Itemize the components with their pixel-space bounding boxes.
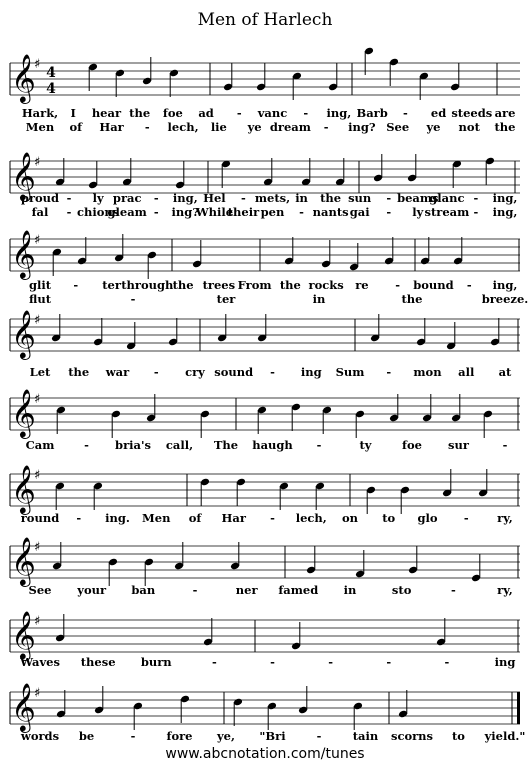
- lyric-syllable: -: [130, 729, 136, 743]
- lyric-syllable: scorns: [390, 729, 434, 743]
- lyric-syllable: -: [386, 655, 392, 669]
- lyric-syllable: Barb: [356, 106, 388, 120]
- lyric-syllable: to: [452, 729, 465, 743]
- lyric-syllable: ye: [247, 120, 262, 134]
- lyric-syllable: -: [66, 205, 72, 219]
- lyric-syllable: the: [401, 292, 423, 306]
- treble-clef-icon: 𝄞: [11, 229, 36, 278]
- sharp-icon: ♯: [34, 468, 41, 483]
- lyric-syllable: ing: [494, 655, 516, 669]
- lyric-syllable: steeds: [451, 106, 493, 120]
- lyric-syllable: in: [295, 191, 308, 205]
- lyric-syllable: glit: [28, 278, 52, 292]
- sharp-icon: ♯: [34, 686, 41, 701]
- lyric-syllable: Har: [99, 120, 124, 134]
- lyric-syllable: Hel: [203, 191, 226, 205]
- time-signature-denominator: 4: [46, 81, 56, 97]
- sharp-icon: ♯: [34, 313, 41, 328]
- lyric-syllable: ye,: [216, 729, 236, 743]
- lyric-syllable: pen: [260, 205, 285, 219]
- lyric-syllable: -: [316, 438, 322, 452]
- lyric-syllable: -: [466, 278, 472, 292]
- lyric-syllable: chions: [77, 205, 120, 219]
- lyric-syllable: I: [70, 106, 76, 120]
- lyric-syllable: ad: [198, 106, 214, 120]
- lyric-syllable: ing: [300, 365, 322, 379]
- treble-clef-icon: 𝄞: [11, 53, 36, 102]
- page-title: Men of Harlech: [197, 10, 333, 30]
- lyric-syllable: ing?: [171, 205, 200, 219]
- treble-clef-icon: 𝄞: [11, 464, 36, 513]
- lyric-syllable: nants: [312, 205, 349, 219]
- lyric-syllable: -: [328, 655, 334, 669]
- lyric-syllable: See: [386, 120, 410, 134]
- sharp-icon: ♯: [34, 540, 41, 555]
- lyric-syllable: bria's: [115, 438, 151, 452]
- lyric-syllable: ing,: [492, 205, 518, 219]
- lyric-syllable: ing,: [492, 191, 518, 205]
- lyric-syllable: Men: [142, 511, 171, 525]
- lyric-syllable: burn: [140, 655, 172, 669]
- lyric-syllable: -: [386, 365, 392, 379]
- lyric-syllable: Waves: [20, 655, 60, 669]
- lyric-syllable: in: [312, 292, 326, 306]
- lyric-syllable: -: [270, 655, 275, 669]
- lyric-syllable: not: [458, 120, 480, 134]
- lyric-syllable: -: [241, 191, 246, 205]
- lyric-syllable: ner: [235, 583, 258, 597]
- treble-clef-icon: 𝄞: [11, 682, 36, 731]
- lyric-syllable: call,: [165, 438, 194, 452]
- lyric-syllable: "Bri: [259, 729, 286, 743]
- staff-system: [10, 388, 520, 452]
- staff-system: [10, 47, 520, 134]
- footer-url[interactable]: www.abcnotation.com/tunes: [165, 746, 365, 762]
- lyric-syllable: ly: [92, 191, 104, 205]
- lyric-syllable: Men: [25, 120, 55, 134]
- lyric-syllable: of: [188, 511, 202, 525]
- lyric-syllable: -: [473, 205, 479, 219]
- staff-system: [10, 151, 520, 219]
- lyric-syllable: vanc: [257, 106, 288, 120]
- sharp-icon: ♯: [34, 233, 41, 248]
- lyric-syllable: yield.": [484, 729, 526, 743]
- lyric-syllable: ing.: [105, 511, 130, 525]
- lyric-syllable: the: [494, 120, 516, 134]
- lyric-syllable: ter: [102, 278, 121, 292]
- lyric-syllable: -: [386, 191, 392, 205]
- lyric-syllable: on: [341, 511, 359, 525]
- lyric-syllable: through: [121, 278, 174, 292]
- lyric-syllable: -: [236, 106, 242, 120]
- sharp-icon: ♯: [34, 392, 41, 407]
- lyric-syllable: -: [316, 729, 322, 743]
- score-systems: [10, 47, 528, 743]
- lyric-syllable: sun: [348, 191, 372, 205]
- lyric-syllable: glo: [417, 511, 438, 525]
- lyric-syllable: -: [76, 511, 82, 525]
- lyric-syllable: sur: [448, 438, 469, 452]
- lyric-syllable: -: [153, 191, 159, 205]
- lyric-syllable: mets,: [254, 191, 291, 205]
- lyric-syllable: -: [73, 278, 79, 292]
- staff-system: [10, 229, 528, 306]
- lyric-syllable: words: [20, 729, 60, 743]
- lyric-syllable: round: [20, 511, 60, 525]
- lyric-syllable: ye: [426, 120, 441, 134]
- lyric-syllable: -: [444, 655, 450, 669]
- lyric-syllable: cry: [185, 365, 205, 379]
- lyric-syllable: beams: [397, 191, 439, 205]
- lyric-syllable: the: [320, 191, 342, 205]
- lyric-syllable: gai: [349, 205, 370, 219]
- lyric-syllable: their: [227, 205, 260, 219]
- lyric-syllable: prac: [112, 191, 142, 205]
- lyric-syllable: your: [77, 583, 107, 597]
- lyric-syllable: foe: [402, 438, 422, 452]
- lyric-syllable: -: [192, 583, 198, 597]
- lyric-syllable: While: [195, 205, 234, 219]
- lyric-syllable: ed: [430, 106, 447, 120]
- lyric-syllable: of: [69, 120, 83, 134]
- lyric-syllable: ing?: [348, 120, 376, 134]
- lyric-syllable: the: [129, 106, 151, 120]
- lyric-syllable: -: [211, 655, 217, 669]
- lyric-syllable: ing,: [172, 191, 198, 205]
- lyric-syllable: -: [153, 365, 159, 379]
- lyric-syllable: ry,: [497, 583, 513, 597]
- lyric-syllable: haugh: [252, 438, 293, 452]
- lyric-syllable: are: [494, 106, 516, 120]
- lyric-syllable: -: [144, 120, 150, 134]
- lyric-syllable: -: [463, 511, 469, 525]
- staff-system: [10, 464, 520, 525]
- lyric-syllable: Let: [29, 365, 51, 379]
- treble-clef-icon: 𝄞: [11, 536, 36, 585]
- lyric-syllable: gleam: [107, 205, 147, 219]
- staff-system: [10, 536, 520, 597]
- lyric-syllable: -: [66, 191, 72, 205]
- lyric-syllable: lech,: [167, 120, 199, 134]
- lyric-syllable: ter: [216, 292, 236, 306]
- lyric-syllable: -: [270, 365, 275, 379]
- lyric-syllable: be: [78, 729, 95, 743]
- lyric-syllable: tain: [352, 729, 379, 743]
- lyric-syllable: -: [270, 511, 275, 525]
- lyric-syllable: dream: [269, 120, 311, 134]
- lyric-syllable: stream: [424, 205, 470, 219]
- lyric-syllable: -: [473, 191, 479, 205]
- lyric-syllable: in: [343, 583, 357, 597]
- lyric-syllable: fal: [31, 205, 49, 219]
- treble-clef-icon: 𝄞: [11, 610, 36, 659]
- lyric-syllable: proud: [20, 191, 60, 205]
- time-signature-numerator: 4: [46, 65, 56, 81]
- lyric-syllable: re: [355, 278, 369, 292]
- lyric-syllable: breeze.: [481, 292, 529, 306]
- lyric-syllable: foe: [162, 106, 183, 120]
- lyric-syllable: sto: [391, 583, 412, 597]
- lyric-syllable: rocks: [308, 278, 344, 292]
- lyric-syllable: -: [84, 438, 89, 452]
- lyric-syllable: -: [303, 106, 309, 120]
- lyric-syllable: sound: [214, 365, 254, 379]
- treble-clef-icon: 𝄞: [11, 388, 36, 437]
- lyric-syllable: lech,: [295, 511, 327, 525]
- lyric-syllable: bound: [413, 278, 454, 292]
- lyric-syllable: famed: [278, 583, 319, 597]
- lyric-syllable: -: [395, 278, 401, 292]
- lyric-syllable: -: [450, 583, 456, 597]
- lyric-syllable: Cam: [25, 438, 55, 452]
- lyric-syllable: lie: [210, 120, 227, 134]
- sharp-icon: ♯: [34, 614, 41, 629]
- lyric-syllable: -: [323, 120, 329, 134]
- lyric-syllable: -: [299, 205, 304, 219]
- lyric-syllable: Har: [221, 511, 246, 525]
- lyric-syllable: Sum: [335, 365, 365, 379]
- lyric-syllable: ly: [412, 205, 424, 219]
- lyric-syllable: ty: [359, 438, 372, 452]
- sharp-icon: ♯: [34, 155, 41, 170]
- lyric-syllable: See: [28, 583, 52, 597]
- lyric-syllable: -: [502, 438, 508, 452]
- lyric-syllable: ban: [131, 583, 156, 597]
- treble-clef-icon: 𝄞: [11, 309, 36, 358]
- lyric-syllable: trees: [202, 278, 236, 292]
- staff-system: [10, 309, 520, 379]
- lyric-syllable: glanc: [429, 191, 465, 205]
- lyric-syllable: -: [130, 292, 136, 306]
- lyric-syllable: The: [213, 438, 239, 452]
- lyric-syllable: From: [237, 278, 272, 292]
- staff-system: [10, 610, 520, 669]
- lyric-syllable: the: [68, 365, 90, 379]
- lyric-syllable: war: [105, 365, 130, 379]
- lyric-syllable: the: [279, 278, 301, 292]
- lyric-syllable: all: [458, 365, 475, 379]
- lyric-syllable: ing,: [492, 278, 518, 292]
- lyric-syllable: -: [386, 205, 392, 219]
- lyric-syllable: flut: [28, 292, 52, 306]
- lyric-syllable: Hark,: [21, 106, 59, 120]
- staff-system: [10, 682, 525, 743]
- lyric-syllable: hear: [91, 106, 122, 120]
- lyric-syllable: mon: [413, 365, 442, 379]
- lyric-syllable: to: [382, 511, 396, 525]
- lyric-syllable: fore: [166, 729, 193, 743]
- lyric-syllable: at: [498, 365, 512, 379]
- lyric-syllable: -: [153, 205, 159, 219]
- lyric-syllable: -: [402, 106, 408, 120]
- final-barline: [517, 692, 520, 724]
- treble-clef-icon: 𝄞: [11, 151, 36, 200]
- sharp-icon: ♯: [34, 57, 41, 72]
- lyric-syllable: ing,: [326, 106, 352, 120]
- lyric-syllable: ry,: [497, 511, 513, 525]
- lyric-syllable: the: [172, 278, 194, 292]
- lyric-syllable: these: [80, 655, 116, 669]
